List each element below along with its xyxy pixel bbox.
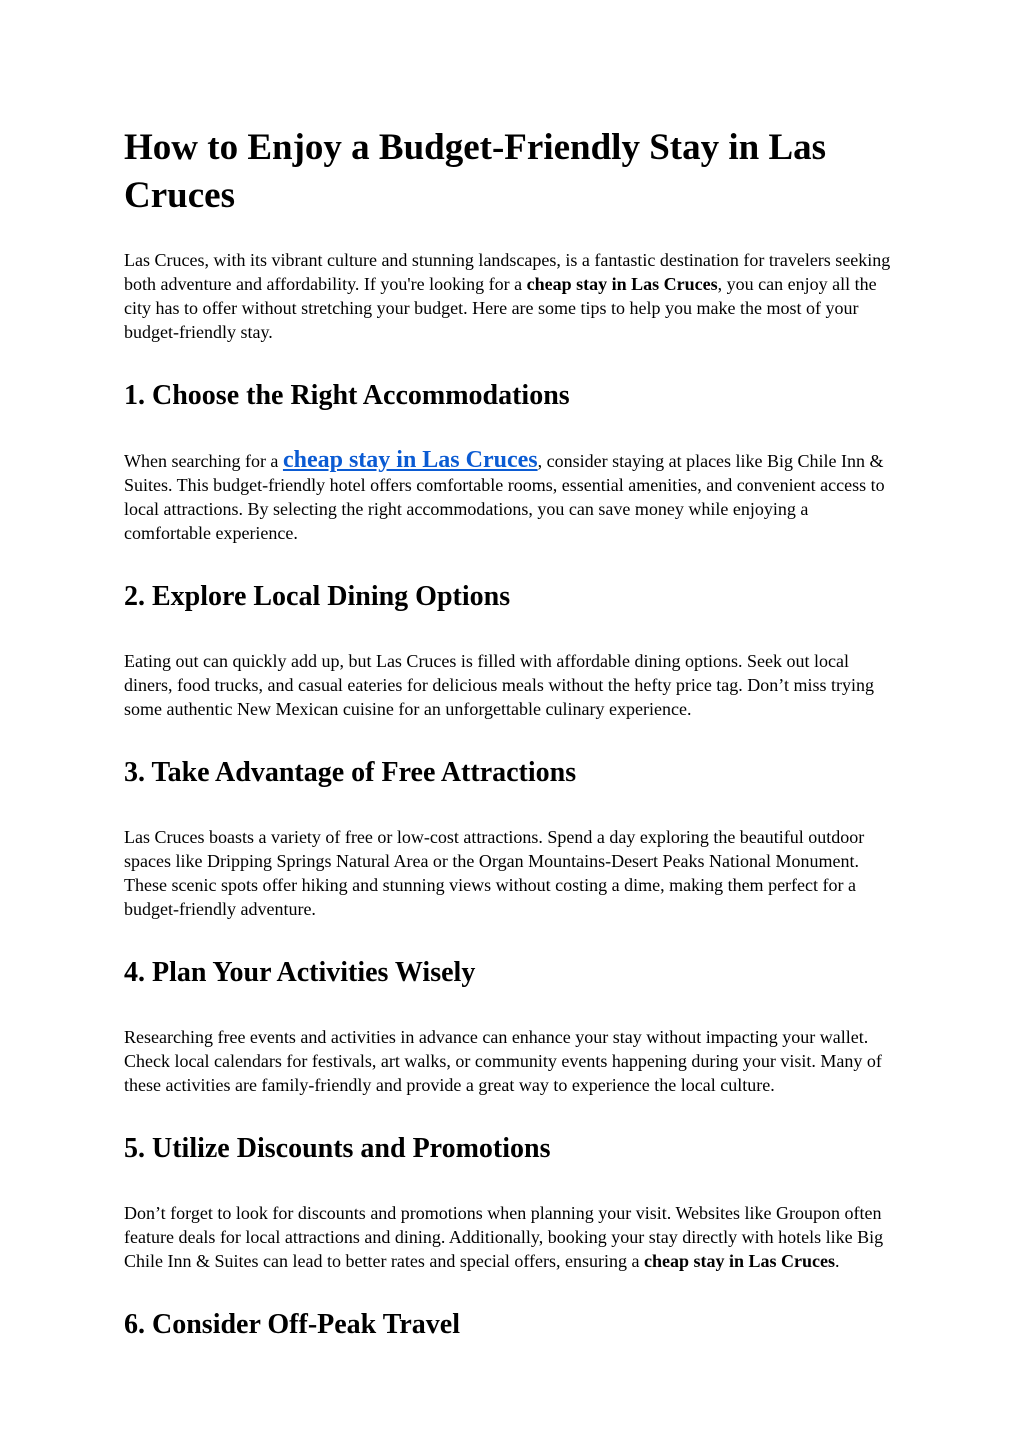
page-title: How to Enjoy a Budget-Friendly Stay in Las Cruces: [124, 127, 827, 216]
section-5-text-start: Don’t forget to look for discounts and promotions when planning your visit. Websites like Groupon often feature deals for local attractions and dining. Additionally, booking your stay directly with hotels like Big Chile Inn & Suites can lead to better rates and special offers, ensuring a: [124, 1203, 884, 1271]
section-1-paragraph: [124, 448, 896, 545]
section-1-text-end: , consider staying at places like Big Chile Inn & Suites. This budget-friendly hotel offers comfortable rooms, essential amenities, and convenient access to local attractions. By selecting the right accommodations, you can save money while enjoying a comfortable experience.: [124, 451, 885, 543]
document-page: [124, 124, 896, 1343]
section-5-heading: 5. Utilize Discounts and Promotions: [124, 1133, 551, 1164]
section-1-text-start: When searching for a: [124, 451, 283, 471]
section-4-paragraph: Researching free events and activities in advance can enhance your stay without impacting your wallet. Check local calendars for festivals, art walks, or community events happening during your visit. Many of these activities are family-friendly and provide a great way to experience the local culture.: [124, 1027, 882, 1095]
section-4-heading: 4. Plan Your Activities Wisely: [124, 957, 476, 988]
section-5-paragraph: [124, 1201, 896, 1273]
section-3-heading: 3. Take Advantage of Free Attractions: [124, 757, 577, 788]
section-3-paragraph: Las Cruces boasts a variety of free or low-cost attractions. Spend a day exploring the beautiful outdoor spaces like Dripping Springs Natural Area or the Organ Mountains-Desert Peaks National Monument. These scenic spots offer hiking and stunning views without costing a dime, making them perfect for a budget-friendly adventure.: [124, 827, 865, 919]
cheap-stay-link[interactable]: cheap stay in Las Cruces: [282, 447, 538, 473]
intro-text-end: , you can enjoy all the city has to offer without stretching your budget. Here are some tips to help you make the most of your budget-friendly stay.: [124, 274, 877, 342]
section-1-heading: 1. Choose the Right Accommodations: [124, 380, 570, 411]
intro-text-start: Las Cruces, with its vibrant culture and stunning landscapes, is a fantastic destination for travelers seeking both adventure and affordability. If you're looking for a: [124, 250, 891, 294]
section-5-bold-phrase: cheap stay in Las Cruces: [644, 1251, 836, 1271]
intro-paragraph: [124, 248, 896, 344]
intro-bold-phrase: cheap stay in Las Cruces: [526, 274, 718, 294]
section-2-heading: 2. Explore Local Dining Options: [124, 581, 511, 612]
section-2-paragraph: Eating out can quickly add up, but Las Cruces is filled with affordable dining options. Seek out local diners, food trucks, and casual eateries for delicious meals without the hefty price tag. Don’t miss trying some authentic New Mexican cuisine for an unforgettable culinary experience.: [124, 651, 874, 719]
section-5-text-end: .: [835, 1251, 840, 1271]
section-6-heading: 6. Consider Off-Peak Travel: [124, 1309, 460, 1340]
